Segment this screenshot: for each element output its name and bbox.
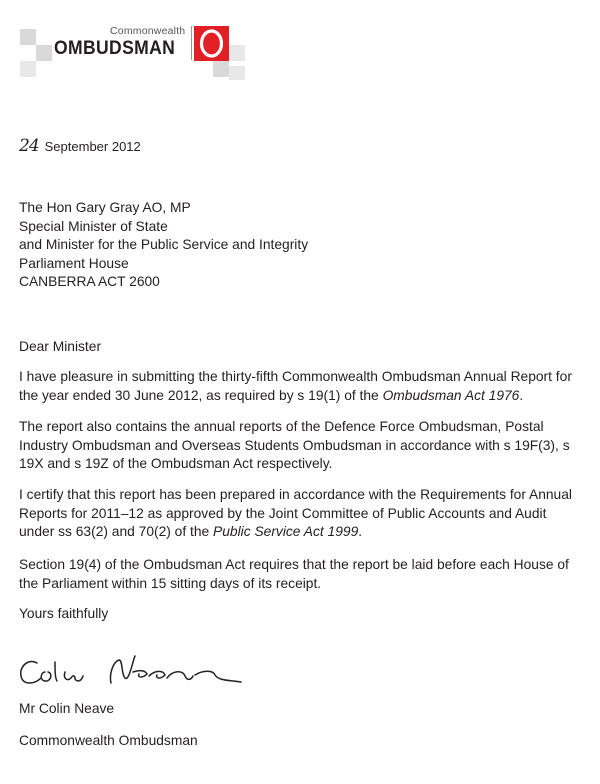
- logo-square: [229, 66, 245, 80]
- act-title: Ombudsman Act 1976: [382, 387, 520, 403]
- logo-square: [213, 61, 229, 77]
- address-line: and Minister for the Public Service and Integrity: [19, 237, 309, 252]
- logo-square: [20, 29, 36, 45]
- logo-square: [36, 45, 52, 61]
- date-day-handwritten: 24: [19, 136, 39, 156]
- signer-title: Commonwealth Ombudsman: [19, 733, 198, 748]
- logo-square: [229, 45, 245, 61]
- address-line: Parliament House: [19, 255, 129, 271]
- address-line: The Hon Gary Gray AO, MP: [19, 200, 191, 215]
- address-line: CANBERRA ACT 2600: [19, 274, 160, 289]
- recipient-address: [19, 199, 579, 292]
- logo-ombudsman-text: OMBUDSMAN: [54, 37, 176, 59]
- paragraph-contents: The report also contains the annual reports of the Defence Force Ombudsman, Postal Industry Ombudsman and Overseas Students Ombudsman in accordance with s 19F(3), s 19X and s 19Z of the Ombudsman Act respectively.: [19, 419, 570, 471]
- salutation: Dear Minister: [19, 339, 102, 354]
- handwritten-signature-icon: [15, 648, 245, 693]
- logo-commonwealth-text: Commonwealth: [110, 25, 186, 37]
- logo-divider: [191, 26, 192, 60]
- ombudsman-logo: [0, 0, 260, 85]
- signer-name: Mr Colin Neave: [19, 701, 115, 716]
- paragraph-certification: I certify that this report has been prepared in accordance with the Requirements for Annual Reports for 2011–12 as approved by the Joint Committee of Public Accounts and Audit under ss 63(2) and 70(2) of the Public Service Act 1999.: [19, 487, 572, 539]
- act-title: Public Service Act 1999: [213, 524, 359, 539]
- paragraph-tabling: Section 19(4) of the Ombudsman Act requires that the report be laid before each House of the Parliament within 15 sitting days of its receipt.: [19, 557, 569, 591]
- closing: Yours faithfully: [19, 606, 109, 621]
- letter-date: [19, 136, 141, 156]
- logo-square: [20, 61, 36, 77]
- ombudsman-o-emblem-icon: [194, 26, 229, 61]
- address-line: Special Minister of State: [19, 218, 168, 234]
- date-month-year: September 2012: [44, 139, 141, 154]
- paragraph-submission: I have pleasure in submitting the thirty-fifth Commonwealth Ombudsman Annual Report for the year ended 30 June 2012, as required by s 19(1) of the Ombudsman Act 1976.: [19, 369, 572, 403]
